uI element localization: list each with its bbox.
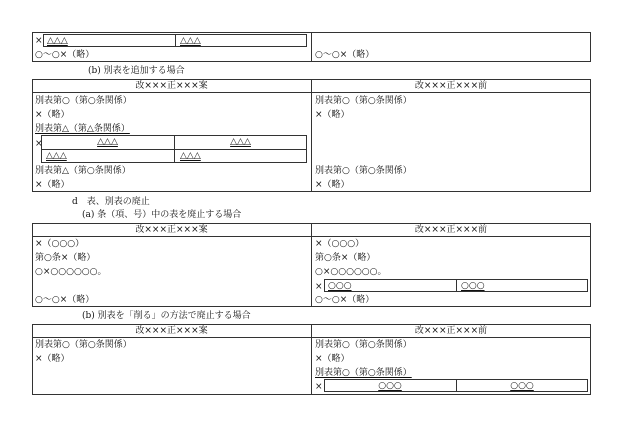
header-current: 改×××正×××前 [414,81,488,91]
section-heading: d 表、別表の廃止 [72,197,150,207]
table-line: 別表第○（第○条関係） [35,96,132,106]
table-line: 第○条×（略） [35,253,96,263]
column-divider [311,32,312,62]
table-line: ○×○○○○○○。 [35,267,107,277]
inner-table-cell: △△△ [180,151,201,161]
table-line: 別表第△（第△条関係） [35,124,130,134]
table-line: 別表第△（第○条関係） [35,166,131,176]
inner-table-divider [175,34,176,47]
row-mark: × [315,282,323,292]
inner-table-cell: △△△ [230,137,251,147]
table-line: 別表第○（第○条関係） [315,166,412,176]
row-mark: × [35,36,43,46]
header-revised: 改×××正×××案 [135,81,208,91]
table-line: ×（略） [315,354,350,364]
omit-line: ○～○×（略） [35,50,95,60]
inner-table-cell: ○○○ [378,381,402,391]
table-line: 別表第○（第○条関係） [315,96,412,106]
inner-table-divider [456,279,457,292]
table-line: ×（○○○） [315,239,365,249]
row-mark: × [315,382,323,392]
inner-table-cell: ○○○ [461,281,485,291]
inner-table-cell: △△△ [46,151,67,161]
table-line: ×（略） [315,110,350,120]
table-line: 別表第○（第○条関係） [315,340,412,350]
table-line: 別表第○（第○条関係） [315,368,412,378]
omit-line: ○～○×（略） [315,50,375,60]
inner-table-cell: ○○○ [328,281,352,291]
table-line: ○～○×（略） [35,295,95,305]
table-line: ○～○×（略） [315,295,375,305]
table-line: ×（略） [35,180,70,190]
inner-table-cell: △△△ [97,137,118,147]
inner-table-cell: ○○○ [510,381,534,391]
table-line: ×（略） [315,180,350,190]
inner-table-cell: △△△ [47,36,68,46]
table-line: 第○条×（略） [315,253,376,263]
table-line: ×（○○○） [35,239,85,249]
header-revised: 改×××正×××案 [135,225,208,235]
section-heading: (b) 別表を追加する場合 [88,66,185,76]
section-heading: (a) 条（項、号）中の表を廃止する場合 [82,210,242,220]
table-line: 別表第○（第○条関係） [35,340,132,350]
header-current: 改×××正×××前 [414,326,488,336]
header-revised: 改×××正×××案 [135,326,208,336]
inner-table-cell: △△△ [180,36,201,46]
table-line: ○×○○○○○○。 [315,267,387,277]
section-heading: (b) 別表を「削る」の方法で廃止する場合 [82,311,251,321]
header-current: 改×××正×××前 [414,225,488,235]
row-mark: × [35,139,43,149]
table-line: ×（略） [35,110,70,120]
column-divider [311,79,312,192]
table-line: ×（略） [35,354,70,364]
